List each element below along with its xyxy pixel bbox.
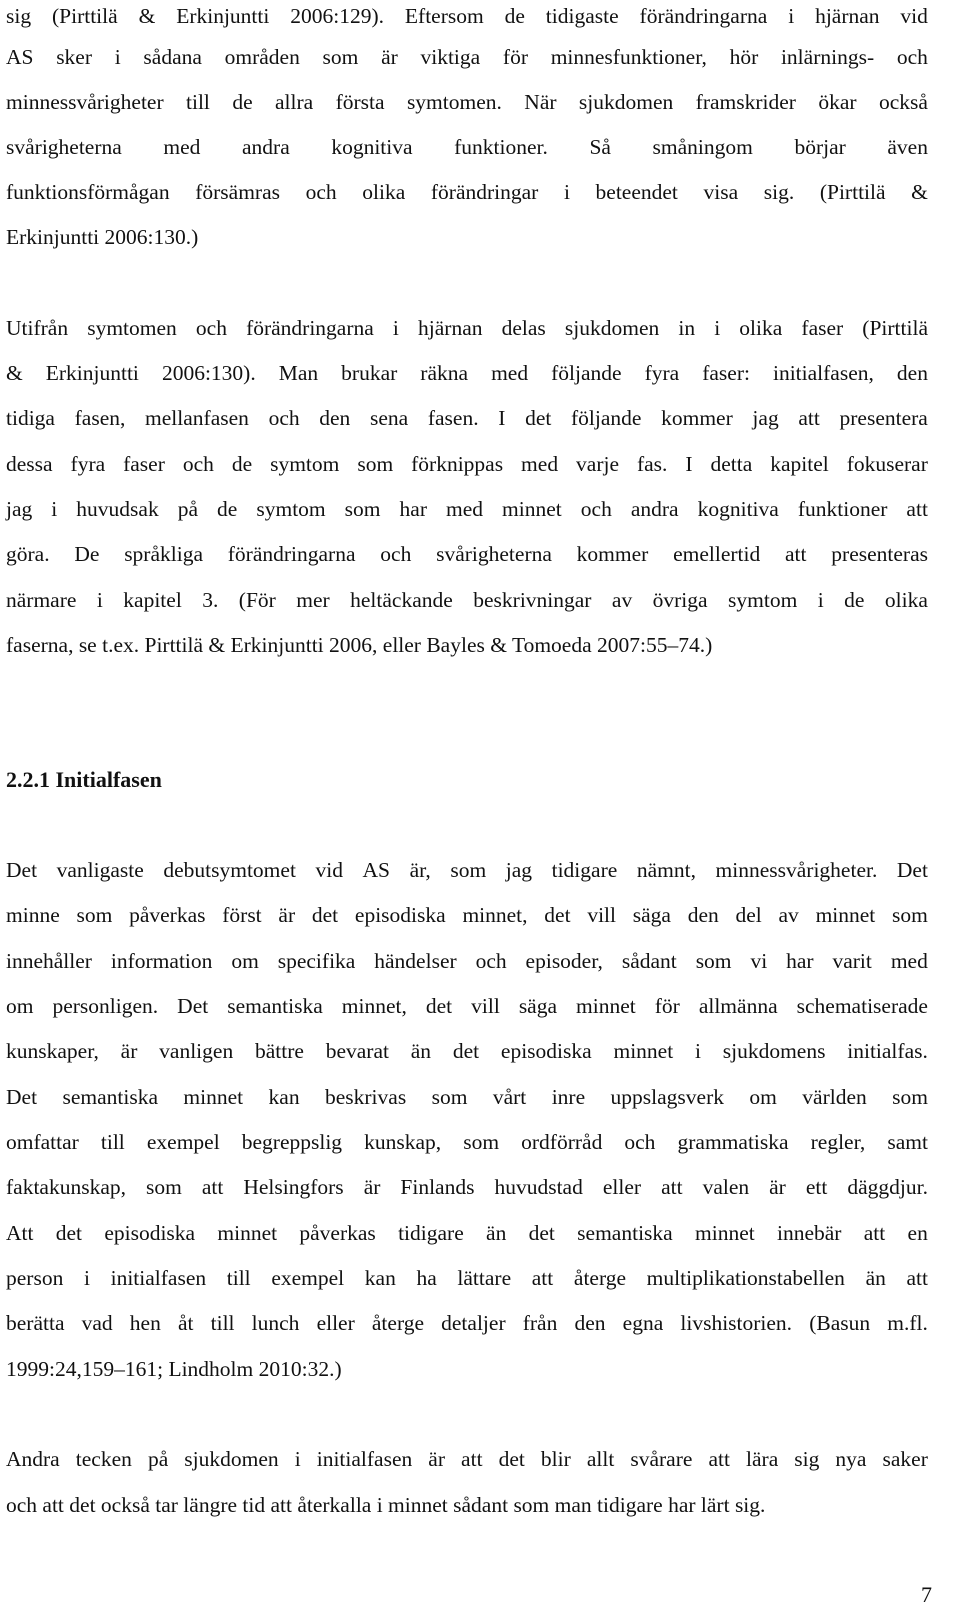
paragraph-line: om personligen. Det semantiska minnet, det vill säga minnet för allmänna schematiserade [6,994,928,1018]
paragraph-line: Att det episodiska minnet påverkas tidigare än det semantiska minnet innebär att en [6,1221,928,1245]
paragraph-line: omfattar till exempel begreppslig kunskap, som ordförråd och grammatiska regler, samt [6,1130,928,1154]
paragraph-line: Erkinjuntti 2006:130.) [6,225,199,249]
paragraph-line: Utifrån symtomen och förändringarna i hjärnan delas sjukdomen in i olika faser (Pirttilä [6,316,928,340]
page-number: 7 [921,1582,932,1607]
paragraph-line: innehåller information om specifika händelser och episoder, sådant som vi har varit med [6,949,928,973]
paragraph-line: Det semantiska minnet kan beskrivas som vårt inre uppslagsverk om världen som [6,1085,928,1109]
paragraph-line: minnessvårigheter till de allra första symtomen. När sjukdomen framskrider ökar också [6,90,928,114]
paragraph-line: och att det också tar längre tid att återkalla i minnet sådant som man tidigare har lärt sig. [6,1493,766,1517]
paragraph-line: jag i huvudsak på de symtom som har med minnet och andra kognitiva funktioner att [6,497,928,521]
paragraph-line: person i initialfasen till exempel kan ha lättare att återge multiplikationstabellen än att [6,1266,928,1290]
paragraph-line: göra. De språkliga förändringarna och svårigheterna kommer emellertid att presenteras [6,542,928,566]
paragraph-line: funktionsförmågan försämras och olika förändringar i beteendet visa sig. (Pirttilä & [6,180,928,204]
paragraph-line: kunskaper, är vanligen bättre bevarat än det episodiska minnet i sjukdomens initialfas. [6,1039,928,1063]
paragraph-line: dessa fyra faser och de symtom som förknippas med varje fas. I detta kapitel fokuserar [6,452,928,476]
paragraph-line: svårigheterna med andra kognitiva funktioner. Så småningom börjar även [6,135,928,159]
paragraph-line: & Erkinjuntti 2006:130). Man brukar räkna med följande fyra faser: initialfasen, den [6,361,928,385]
paragraph-line: närmare i kapitel 3. (För mer heltäckande beskrivningar av övriga symtom i de olika [6,588,928,612]
paragraph-line: berätta vad hen åt till lunch eller återge detaljer från den egna livshistorien. (Basun m.fl. [6,1311,928,1335]
paragraph-line: AS sker i sådana områden som är viktiga för minnesfunktioner, hör inlärnings- och [6,45,928,69]
paragraph-line: 1999:24,159–161; Lindholm 2010:32.) [6,1357,342,1381]
section-heading: 2.2.1 Initialfasen [6,767,162,792]
paragraph-line: minne som påverkas först är det episodiska minnet, det vill säga den del av minnet som [6,903,928,927]
paragraph-line: tidiga fasen, mellanfasen och den sena fasen. I det följande kommer jag att presentera [6,406,928,430]
paragraph-line: Det vanligaste debutsymtomet vid AS är, som jag tidigare nämnt, minnessvårigheter. Det [6,858,928,882]
paragraph-line: faserna, se t.ex. Pirttilä & Erkinjuntti 2006, eller Bayles & Tomoeda 2007:55–74.) [6,633,713,657]
paragraph-line: faktakunskap, som att Helsingfors är Finlands huvudstad eller att valen är ett däggdjur. [6,1175,928,1199]
paragraph-line: sig (Pirttilä & Erkinjuntti 2006:129). Eftersom de tidigaste förändringarna i hjärnan vid [6,4,928,28]
paragraph-line: Andra tecken på sjukdomen i initialfasen är att det blir allt svårare att lära sig nya saker [6,1447,928,1471]
